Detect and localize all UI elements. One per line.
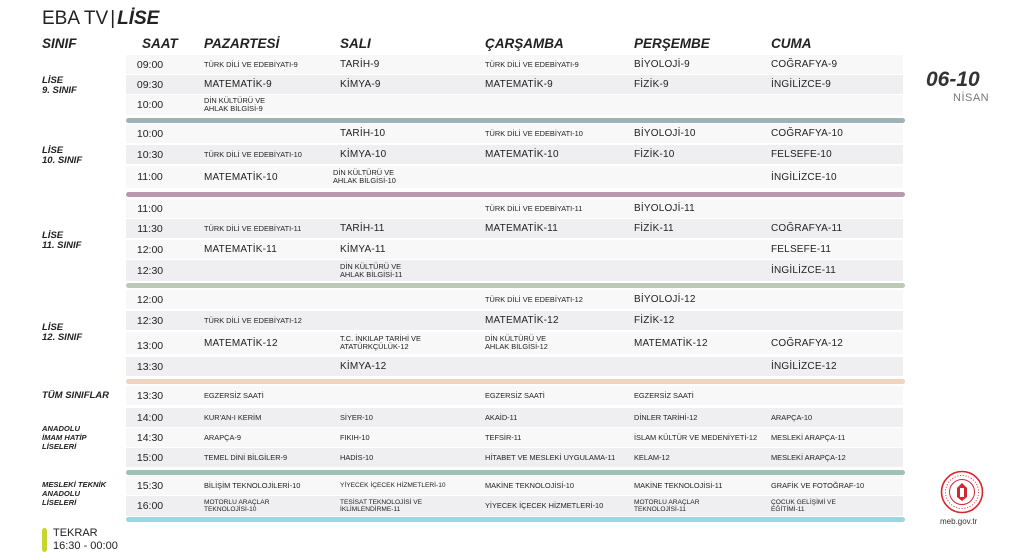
thursday-cell: FİZİK-9: [634, 79, 669, 90]
friday-cell: GRAFİK VE FOTOĞRAF-10: [771, 480, 865, 490]
group-divider-12: [126, 379, 905, 384]
table-row: [126, 496, 903, 516]
monday-cell: MATEMATİK-9: [204, 79, 272, 90]
table-row: [126, 145, 903, 164]
group-divider-10: [126, 192, 905, 197]
thursday-cell: FİZİK-11: [634, 223, 674, 234]
friday-cell: ARAPÇA-10: [771, 412, 813, 422]
date-month: NİSAN: [953, 92, 990, 104]
group-label-all: TÜM SINIFLAR: [42, 390, 110, 401]
time-cell: 10:00: [136, 99, 164, 111]
monday-cell: MATEMATİK-10: [204, 171, 278, 183]
table-row: [126, 95, 903, 115]
time-cell: 16:00: [136, 500, 164, 512]
table-row: [126, 260, 903, 281]
time-cell: 13:30: [136, 360, 164, 373]
thursday-cell: MAKİNE TEKNOLOJİSİ-11: [634, 480, 723, 490]
group-divider-11: [126, 283, 905, 288]
group-label-mesleki-teknik: MESLEKİ TEKNİK ANADOLU LİSELERİ: [42, 480, 107, 507]
time-cell: 15:00: [136, 451, 164, 464]
tuesday-cell: SİYER-10: [340, 412, 373, 422]
time-cell: 13:30: [136, 389, 164, 402]
friday-cell: İNGİLİZCE-11: [771, 265, 837, 276]
wednesday-cell: TÜRK DİLİ VE EDEBİYATI-12: [485, 294, 583, 304]
tekrar-accent-bar: [42, 528, 47, 552]
time-cell: 10:30: [136, 148, 164, 161]
thursday-cell: MATEMATİK-12: [634, 337, 708, 349]
friday-cell: MESLEKİ ARAPÇA-12: [771, 452, 846, 462]
friday-cell: İNGİLİZCE-9: [771, 79, 831, 90]
tuesday-cell: TARİH-10: [340, 128, 386, 139]
tuesday-cell: T.C. İNKILAP TARİHİ VE ATATÜRKÇÜLÜK-12: [340, 334, 421, 351]
group-divider-mesleki-teknik: [126, 517, 905, 522]
friday-cell: İNGİLİZCE-12: [771, 361, 837, 372]
time-cell: 09:30: [136, 78, 164, 91]
time-cell: 12:30: [136, 314, 164, 327]
monday-cell: TEMEL DİNİ BİLGİLER-9: [204, 452, 288, 462]
group-label-10: LİSE 10. SINIF: [42, 145, 83, 166]
thursday-cell: BİYOLOJİ-10: [634, 128, 696, 139]
group-label-12: LİSE 12. SINIF: [42, 322, 83, 343]
title-separator: |: [110, 8, 116, 29]
time-cell: 13:00: [136, 340, 164, 352]
tuesday-cell: TARİH-9: [340, 59, 380, 70]
monday-cell: BİLİŞİM TEKNOLOJİLERİ-10: [204, 480, 301, 490]
group-label-imam-hatip: ANADOLU İMAM HATİP LİSELERİ: [42, 424, 87, 451]
date-range: 06-10: [926, 68, 980, 91]
monday-cell: MATEMATİK-11: [204, 244, 277, 255]
thursday-cell: MOTORLU ARAÇLAR TEKNOLOJİSİ-11: [634, 498, 700, 513]
monday-cell: KUR'AN-I KERİM: [204, 412, 262, 422]
friday-cell: COĞRAFYA-10: [771, 128, 844, 139]
tuesday-cell: YİYECEK İÇECEK HİZMETLERİ-10: [340, 481, 446, 489]
friday-cell: MESLEKİ ARAPÇA-11: [771, 432, 846, 442]
page-title: [42, 8, 159, 30]
thursday-cell: KELAM-12: [634, 452, 670, 462]
tuesday-cell: FIKIH-10: [340, 432, 370, 442]
monday-cell: DİN KÜLTÜRÜ VE AHLAK BİLGİSİ-9: [204, 96, 266, 113]
site-link[interactable]: meb.gov.tr: [940, 517, 978, 526]
table-row: [126, 448, 903, 467]
column-header-time: SAAT: [142, 36, 178, 51]
column-header-class: SINIF: [42, 36, 77, 51]
column-header-thursday: PERŞEMBE: [634, 36, 710, 51]
column-header-monday: PAZARTESİ: [204, 36, 280, 51]
table-row: [126, 428, 903, 447]
tekrar-label: TEKRAR 16:30 - 00:00: [53, 527, 118, 552]
thursday-cell: İSLAM KÜLTÜR VE MEDENİYETİ-12: [634, 432, 758, 442]
monday-cell: TÜRK DİLİ VE EDEBİYATI-9: [204, 59, 298, 69]
wednesday-cell: AKAİD-11: [485, 412, 518, 422]
wednesday-cell: DİN KÜLTÜRÜ VE AHLAK BİLGİSİ-12: [485, 334, 548, 351]
monday-cell: ARAPÇA-9: [204, 432, 241, 442]
monday-cell: MATEMATİK-12: [204, 337, 278, 349]
wednesday-cell: MATEMATİK-12: [485, 315, 559, 326]
monday-cell: MOTORLU ARAÇLAR TEKNOLOJİSİ-10: [204, 498, 270, 513]
time-cell: 11:00: [137, 171, 163, 183]
friday-cell: FELSEFE-10: [771, 149, 832, 160]
tuesday-cell: DİN KÜLTÜRÜ VE AHLAK BİLGİSİ-11: [340, 261, 403, 279]
tuesday-cell: HADİS-10: [340, 452, 374, 462]
table-row: [126, 75, 903, 94]
tuesday-cell: KİMYA-9: [340, 79, 381, 90]
wednesday-cell: MATEMATİK-9: [485, 79, 553, 90]
group-divider-9: [126, 118, 905, 123]
monday-cell: TÜRK DİLİ VE EDEBİYATI-11: [204, 223, 302, 233]
time-cell: 12:00: [136, 293, 164, 306]
friday-cell: ÇOCUK GELİŞİMİ VE EĞİTİMİ-11: [771, 498, 836, 513]
thursday-cell: FİZİK-12: [634, 315, 675, 326]
brand-label: EBA TV: [42, 8, 109, 29]
table-row: [126, 199, 903, 218]
wednesday-cell: TÜRK DİLİ VE EDEBİYATI-11: [485, 203, 583, 213]
time-cell: 09:00: [136, 58, 164, 71]
level-label: LİSE: [117, 8, 160, 29]
time-cell: 11:30: [137, 222, 163, 235]
table-row: [126, 311, 903, 330]
table-row: [126, 332, 903, 354]
monday-cell: TÜRK DİLİ VE EDEBİYATI-12: [204, 315, 302, 325]
thursday-cell: BİYOLOJİ-9: [634, 59, 690, 70]
wednesday-cell: TÜRK DİLİ VE EDEBİYATI-10: [485, 128, 583, 138]
time-cell: 14:00: [136, 411, 164, 424]
table-row: [126, 55, 903, 74]
tuesday-cell: TESİSAT TEKNOLOJİSİ VE İKLİMLENDİRME-11: [340, 498, 423, 513]
group-label-9: LİSE 9. SINIF: [42, 75, 77, 96]
table-row: [126, 290, 903, 309]
table-row: [126, 476, 903, 495]
wednesday-cell: MATEMATİK-11: [485, 223, 558, 234]
meb-emblem-icon: [940, 470, 984, 514]
wednesday-cell: EGZERSİZ SAATİ: [485, 390, 545, 400]
tuesday-cell: KİMYA-12: [340, 361, 387, 372]
column-header-tuesday: SALI: [340, 36, 371, 51]
monday-cell: EGZERSİZ SAATİ: [204, 390, 264, 400]
friday-cell: FELSEFE-11: [771, 244, 832, 255]
thursday-cell: BİYOLOJİ-11: [634, 203, 695, 214]
group-divider-imam-hatip: [126, 470, 905, 475]
tuesday-cell: KİMYA-10: [340, 149, 387, 160]
table-row: [126, 240, 903, 259]
wednesday-cell: HİTABET VE MESLEKİ UYGULAMA-11: [485, 452, 616, 462]
time-cell: 12:00: [136, 243, 164, 256]
time-cell: 14:30: [136, 431, 164, 444]
wednesday-cell: MAKİNE TEKNOLOJİSİ-10: [485, 480, 574, 490]
wednesday-cell: YİYECEK İÇECEK HİZMETLERİ-10: [485, 501, 604, 510]
table-row: [126, 166, 903, 188]
friday-cell: COĞRAFYA-9: [771, 59, 838, 70]
column-header-friday: CUMA: [771, 36, 812, 51]
thursday-cell: EGZERSİZ SAATİ: [634, 390, 694, 400]
table-row: [126, 408, 903, 427]
thursday-cell: DİNLER TARİHİ-12: [634, 412, 698, 422]
time-cell: 11:00: [137, 202, 163, 215]
table-row: [126, 219, 903, 238]
wednesday-cell: TEFSİR-11: [485, 432, 522, 442]
thursday-cell: BİYOLOJİ-12: [634, 294, 696, 305]
time-cell: 10:00: [136, 127, 164, 140]
time-cell: 15:30: [136, 479, 164, 492]
column-header-wednesday: ÇARŞAMBA: [485, 36, 564, 51]
wednesday-cell: TÜRK DİLİ VE EDEBİYATI-9: [485, 59, 579, 69]
tuesday-cell: KİMYA-11: [340, 244, 386, 255]
friday-cell: İNGİLİZCE-10: [771, 171, 837, 183]
wednesday-cell: MATEMATİK-10: [485, 149, 559, 160]
time-cell: 12:30: [136, 264, 164, 277]
tuesday-cell: TARİH-11: [340, 223, 385, 234]
monday-cell: TÜRK DİLİ VE EDEBİYATI-10: [204, 149, 302, 159]
group-label-11: LİSE 11. SINIF: [42, 230, 82, 251]
table-row: [126, 124, 903, 143]
friday-cell: COĞRAFYA-12: [771, 337, 844, 349]
table-row: [126, 357, 903, 376]
thursday-cell: FİZİK-10: [634, 149, 675, 160]
table-row: [126, 386, 903, 405]
tuesday-cell: DİN KÜLTÜRÜ VE AHLAK BİLGİSİ-10: [333, 168, 396, 185]
friday-cell: COĞRAFYA-11: [771, 223, 843, 234]
